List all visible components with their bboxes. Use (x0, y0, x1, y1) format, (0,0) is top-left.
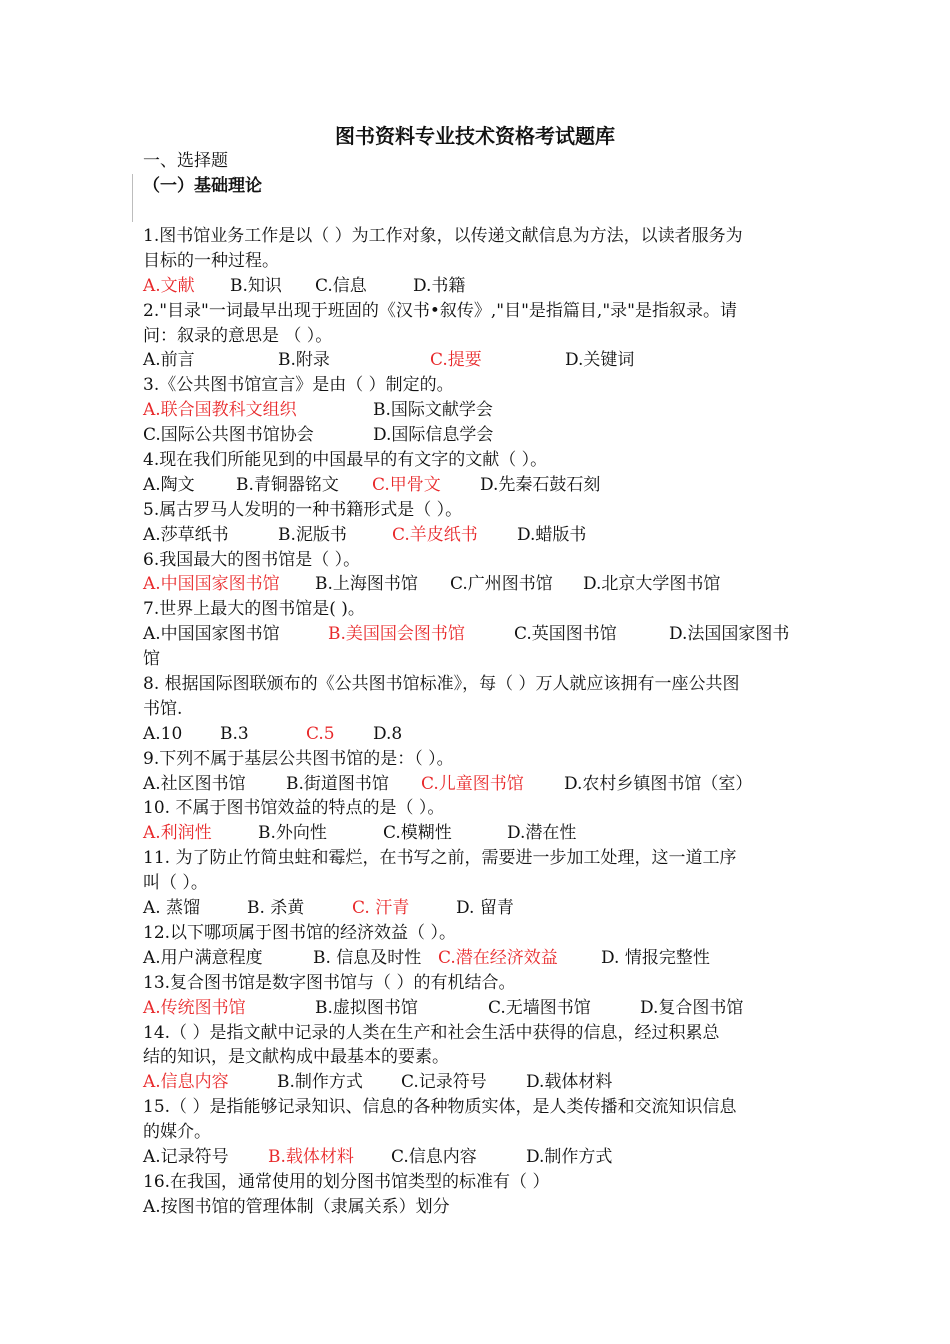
question-text: 6.我国最大的图书馆是（ ）。 (143, 549, 361, 570)
answer-option: A.中国国家图书馆 (143, 574, 280, 595)
question-text: 16.在我国，通常使用的划分图书馆类型的标准有（ ） (143, 1171, 550, 1192)
option: D.先秦石鼓石刻 (480, 474, 601, 495)
option: C.记录符号 (401, 1072, 487, 1093)
option-row (143, 274, 811, 299)
question-item (143, 448, 811, 498)
option: B.青铜器铭文 (236, 474, 339, 495)
option: D.蜡版书 (517, 524, 587, 545)
option: C.模糊性 (383, 823, 452, 844)
option: D. 留青 (456, 898, 514, 919)
option-row (143, 772, 811, 797)
subsection-heading: （一）基础理论 (143, 176, 262, 196)
option: A.前言 (143, 350, 195, 371)
question-text: 11. 为了防止竹简虫蛀和霉烂，在书写之前，需要进一步加工处理，这一道工序 (143, 848, 737, 869)
question-item (143, 1170, 811, 1220)
answer-option: C. 汗青 (352, 898, 410, 919)
option-row (143, 946, 811, 971)
option-row (143, 1070, 811, 1095)
question-text: 1.图书馆业务工作是以（ ）为工作对象，以传递文献信息为方法，以读者服务为 (143, 226, 743, 246)
option-row (143, 423, 811, 448)
question-text: 5.属古罗马人发明的一种书籍形式是（ ）。 (143, 499, 463, 520)
option: B. 信息及时性 (313, 947, 422, 968)
document-title: 图书资料专业技术资格考试题库 (335, 124, 615, 148)
option-row (143, 896, 811, 921)
option-row (143, 1145, 811, 1170)
option: B. 杀黄 (247, 898, 305, 919)
question-text: 2."目录"一词最早出现于班固的《汉书•叙传》,"目"是指篇目,"录"是指叙录。请 (143, 300, 737, 321)
question-text: 的媒介。 (143, 1122, 211, 1143)
option: 馆 (143, 649, 160, 670)
option: A.按图书馆的管理体制（隶属关系）划分 (143, 1196, 450, 1217)
option: B.虚拟图书馆 (315, 997, 418, 1018)
option: B.附录 (278, 350, 330, 371)
option: B.知识 (230, 275, 282, 296)
option-row (143, 348, 811, 373)
option: B.外向性 (258, 823, 327, 844)
option-row (143, 1195, 811, 1220)
option: A.陶文 (143, 474, 195, 495)
option-row (143, 473, 811, 498)
margin-marker (132, 174, 133, 222)
answer-option: A.文献 (143, 275, 195, 296)
question-item (143, 846, 811, 921)
answer-option: C.提要 (430, 350, 482, 371)
answer-option: B.美国国会图书馆 (328, 624, 465, 645)
option: A. 蒸馏 (143, 898, 201, 919)
question-text: 8. 根据国际图联颁布的《公共图书馆标准》，每（ ）万人就应该拥有一座公共图 (143, 674, 740, 695)
option: C.广州图书馆 (450, 574, 553, 595)
answer-option: C.羊皮纸书 (392, 524, 478, 545)
option: D.制作方式 (526, 1146, 613, 1167)
question-text: 12.以下哪项属于图书馆的经济效益（ ）。 (143, 922, 456, 943)
option-row (143, 622, 811, 647)
option: D.农村乡镇图书馆（室） (564, 773, 753, 794)
option: A.10 (143, 723, 183, 744)
question-item (143, 548, 811, 598)
option: B.3 (220, 723, 249, 744)
question-item (143, 299, 811, 374)
question-text: 10. 不属于图书馆效益的特点的是（ ）。 (143, 798, 445, 819)
option: A.用户满意程度 (143, 947, 263, 968)
answer-option: A.利润性 (143, 823, 212, 844)
question-text: 目标的一种过程。 (143, 250, 279, 271)
question-text: 13.复合图书馆是数字图书馆与（ ）的有机结合。 (143, 972, 516, 993)
question-text: 3.《公共图书馆宣言》是由（ ）制定的。 (143, 375, 454, 396)
option: D.8 (373, 723, 403, 744)
question-text: 结的知识，是文献构成中最基本的要素。 (143, 1047, 449, 1068)
question-item (143, 498, 811, 548)
answer-option: A.联合国教科文组织 (143, 400, 297, 421)
option-row (143, 572, 811, 597)
option: B.泥版书 (278, 524, 347, 545)
option-row (143, 722, 811, 747)
option: D.潜在性 (507, 823, 577, 844)
question-item (143, 1021, 811, 1096)
question-text: 15.（ ）是指能够记录知识、信息的各种物质实体，是人类传播和交流知识信息 (143, 1097, 737, 1118)
answer-option: C.5 (306, 723, 335, 744)
option: B.街道图书馆 (286, 773, 389, 794)
option: A.记录符号 (143, 1146, 229, 1167)
answer-option: A.传统图书馆 (143, 997, 246, 1018)
question-item (143, 672, 811, 747)
answer-option: B.载体材料 (268, 1146, 354, 1167)
option: A.社区图书馆 (143, 773, 246, 794)
option: C.信息 (315, 275, 367, 296)
section-heading: 一、选择题 (143, 151, 228, 171)
option: B.国际文献学会 (373, 400, 493, 421)
option: A.莎草纸书 (143, 524, 229, 545)
option-row (143, 821, 811, 846)
question-text: 4.现在我们所能见到的中国最早的有文字的文献（ ）。 (143, 450, 548, 471)
question-item (143, 373, 811, 448)
option: C.英国图书馆 (514, 624, 617, 645)
question-item (143, 597, 811, 672)
option: C.无墙图书馆 (488, 997, 591, 1018)
option: D.书籍 (413, 275, 466, 296)
answer-option: C.儿童图书馆 (421, 773, 524, 794)
option: D.北京大学图书馆 (583, 574, 721, 595)
question-text: 书馆. (143, 698, 183, 719)
question-item (143, 224, 811, 299)
option: C.信息内容 (391, 1146, 477, 1167)
question-item (143, 796, 811, 846)
question-text: 14.（ ）是指文献中记录的人类在生产和社会生活中获得的信息，经过积累总 (143, 1022, 720, 1043)
question-text: 7.世界上最大的图书馆是( )。 (143, 599, 365, 620)
option: B.制作方式 (277, 1072, 363, 1093)
option: C.国际公共图书馆协会 (143, 425, 314, 446)
question-text: 叫（ ）。 (143, 873, 208, 894)
option: D.关键词 (565, 350, 635, 371)
question-text: 9.下列不属于基层公共图书馆的是：（ ）。 (143, 748, 454, 769)
question-item (143, 921, 811, 971)
question-item (143, 1095, 811, 1170)
option-row (143, 523, 811, 548)
answer-option: C.甲骨文 (372, 474, 441, 495)
option: D.复合图书馆 (640, 997, 744, 1018)
option: D.载体材料 (526, 1072, 613, 1093)
option-row (143, 996, 811, 1021)
option-row (143, 647, 811, 672)
question-item (143, 971, 811, 1021)
option: D. 情报完整性 (601, 947, 710, 968)
question-list (143, 224, 811, 1220)
question-item (143, 747, 811, 797)
question-text: 问：叙录的意思是 （ ）。 (143, 325, 333, 346)
answer-option: A.信息内容 (143, 1072, 229, 1093)
option: D.法国国家图书 (669, 624, 790, 645)
option: A.中国国家图书馆 (143, 624, 280, 645)
answer-option: C.潜在经济效益 (438, 947, 558, 968)
option: B.上海图书馆 (315, 574, 418, 595)
option: D.国际信息学会 (373, 425, 494, 446)
option-row (143, 398, 811, 423)
